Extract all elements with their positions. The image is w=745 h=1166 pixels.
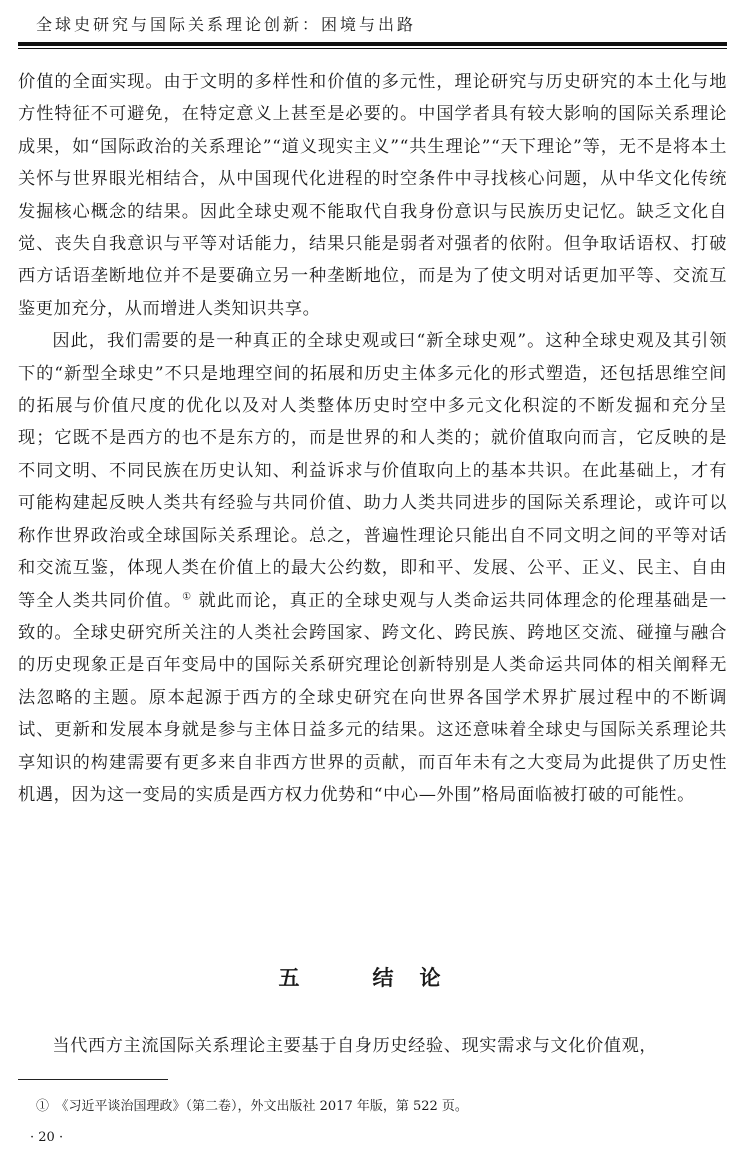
body-text (18, 66, 727, 811)
header-rule-thick (18, 42, 727, 46)
running-header-title: 全球史研究与国际关系理论创新：困境与出路 (36, 15, 417, 34)
header-rule-thin (18, 48, 727, 49)
paragraph-conclusion-start: 当代西方主流国际关系理论主要基于自身历史经验、现实需求与文化价值观， (52, 1036, 658, 1056)
page-number: · 20 · (30, 1130, 64, 1145)
running-header (18, 14, 727, 49)
section-heading: 五 结论 (278, 965, 467, 990)
footnote-separator (18, 1079, 168, 1080)
paragraph-new-global-history (18, 325, 727, 811)
paragraph-text-part1: 因此，我们需要的是一种真正的全球史观或曰“新全球史观”。这种全球史观及其引领下的“新型全球史”不只是地理空间的拓展和历史主体多元化的形式塑造，还包括思维空间的拓展与价值尺度的优化以及对人类整体历史时空中多元文化积淀的不断发掘和充分呈现；它既不是西方的也不是东方的，而是世界的和人类的；就价值取向而言，它反映的是不同文明、不同民族在历史认知、利益诉求与价值取向上的基本共识。在此基础上，才有可能构建起反映人类共有经验与共同价值、助力人类共同进步的国际关系理论，或许可以称作世界政治或全球国际关系理论。总之，普遍性理论只能出自不同文明之间的平等对话和交流互鉴，体现人类在价值上的最大公约数，即和平、发展、公平、正义、民主、自由等全人类共同价值。 (18, 331, 727, 611)
footnote-reference[interactable]: ① (182, 590, 193, 602)
paragraph-text-part2: 就此而论，真正的全球史观与人类命运共同体理念的伦理基础是一致的。全球史研究所关注的人类社会跨国家、跨文化、跨民族、跨地区交流、碰撞与融合的历史现象正是百年变局中的国际关系研究理论创新特别是人类命运共同体的相关阐释无法忽略的主题。原本起源于西方的全球史研究在向世界各国学术界扩展过程中的不断调试、更新和发展本身就是参与主体日益多元的结果。这还意味着全球史与国际关系理论共享知识的构建需要有更多来自非西方世界的贡献，而百年未有之大变局为此提供了历史性机遇，因为这一变局的实质是西方权力优势和“中心—外围”格局面临被打破的可能性。 (18, 590, 727, 805)
paragraph-continuation: 价值的全面实现。由于文明的多样性和价值的多元性，理论研究与历史研究的本土化与地方性特征不可避免，在特定意义上甚至是必要的。中国学者具有较大影响的国际关系理论成果，如“国际政治的关系理论”“道义现实主义”“共生理论”“天下理论”等，无不是将本土关怀与世界眼光相结合，从中国现代化进程的时空条件中寻找核心问题，从中华文化传统发掘核心概念的结果。因此全球史观不能取代自我身份意识与民族历史记忆。缺乏文化自觉、丧失自我意识与平等对话能力，结果只能是弱者对强者的依附。但争取话语权、打破西方话语垄断地位并不是要确立另一种垄断地位，而是为了使文明对话更加平等、交流互鉴更加充分，从而增进人类知识共享。 (18, 72, 727, 319)
footnote: ① 《习近平谈治国理政》（第二卷），外文出版社 2017 年版，第 522 页。 (36, 1099, 468, 1114)
